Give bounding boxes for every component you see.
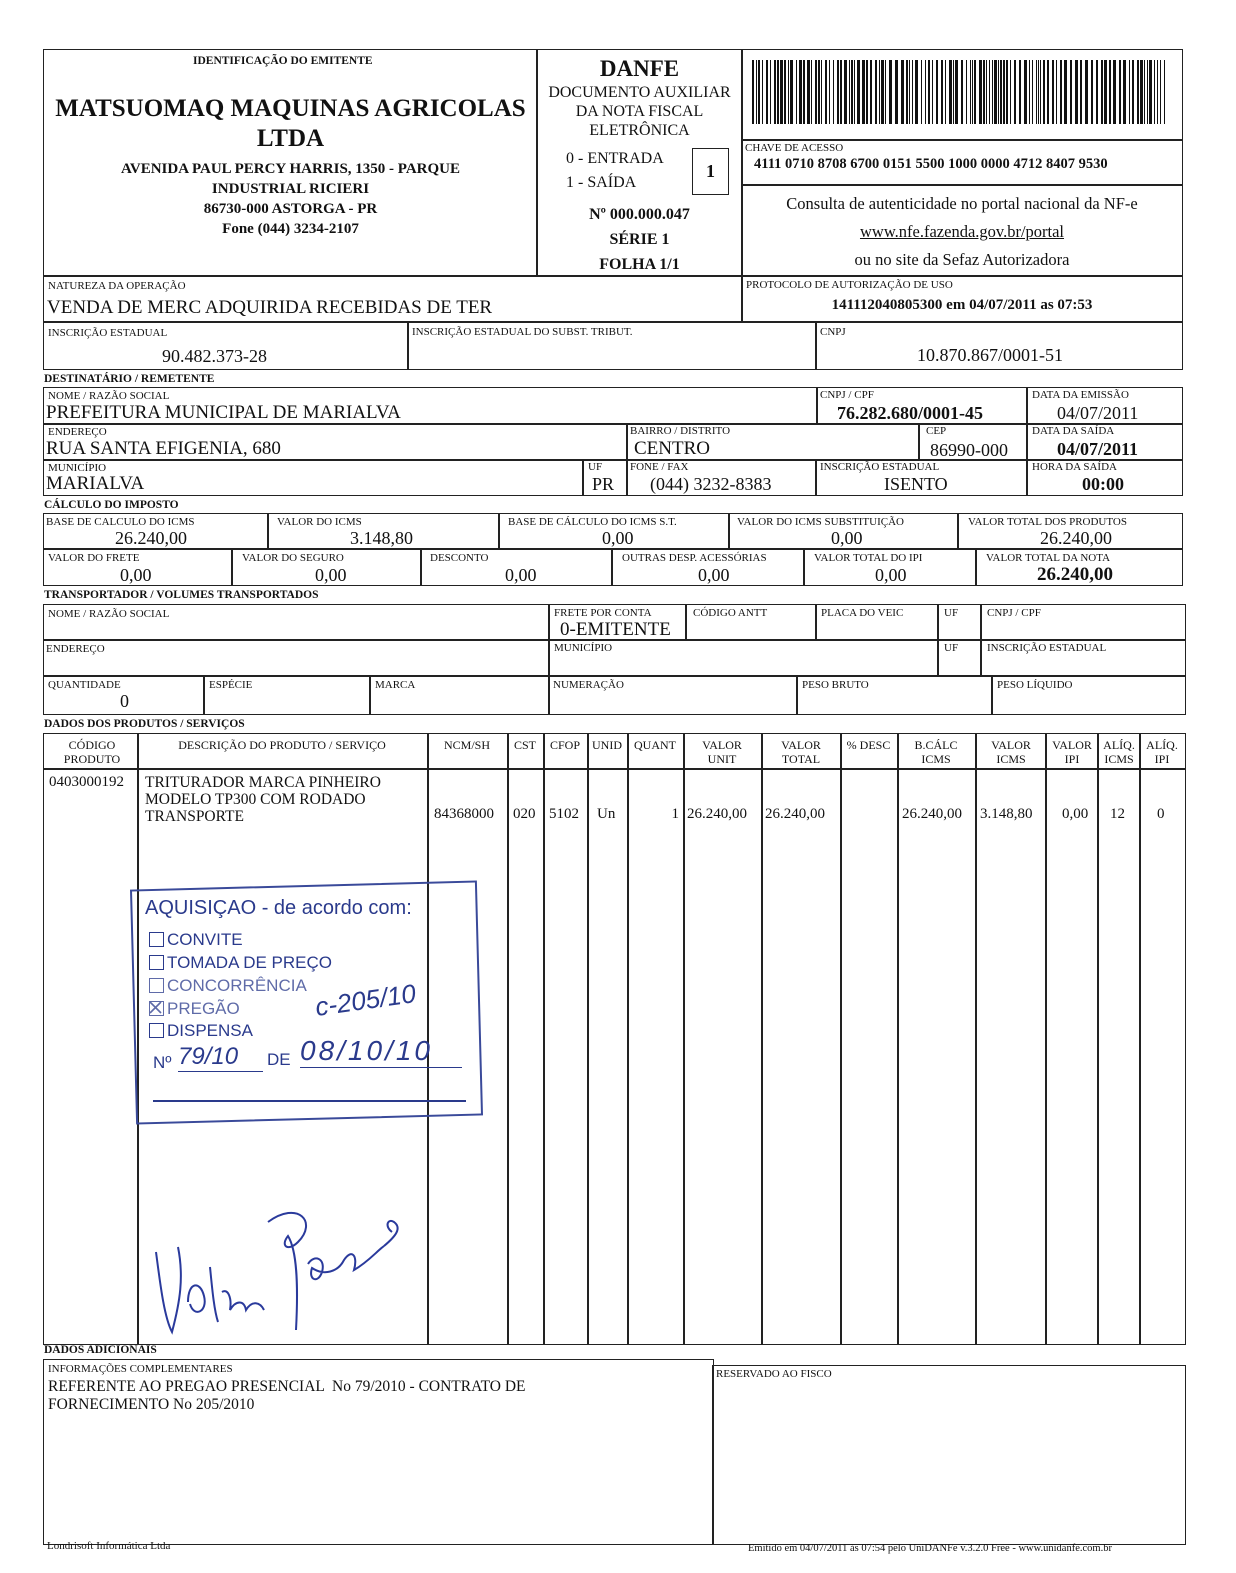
item-desc-line2: MODELO TP300 COM RODADO [145, 791, 366, 808]
checkbox-icon [149, 1023, 164, 1038]
emitente-address-line2: INDUSTRIAL RICIERI [211, 181, 370, 197]
tr-marca-label: MARCA [375, 679, 416, 691]
barcode-bar [983, 60, 985, 124]
barcode-bar [1096, 60, 1098, 124]
barcode-bar [970, 60, 971, 124]
barcode-bar [1085, 60, 1088, 124]
natureza-value: VENDA DE MERC ADQUIRIDA RECEBIDAS DE TER [47, 297, 493, 318]
item-vicms: 3.148,80 [980, 806, 1033, 822]
dest-municipio-value: MARIALVA [46, 473, 145, 494]
header-codigo: CÓDIGO PRODUTO [63, 738, 121, 766]
barcode-bar [932, 60, 933, 124]
imp-desconto-label: DESCONTO [430, 552, 489, 564]
dest-emissao-label: DATA DA EMISSÃO [1032, 389, 1129, 401]
barcode-bar [979, 60, 982, 124]
barcode-bar [879, 60, 880, 124]
barcode-bar [921, 60, 922, 124]
dest-fone-value: (044) 3232-8383 [650, 474, 772, 494]
barcode-bar [1040, 60, 1041, 124]
ie-value: 90.482.373-28 [162, 346, 267, 366]
barcode-bar [895, 60, 898, 124]
barcode-bar [766, 60, 768, 124]
footer-left: Londrisoft Informática Ltda [47, 1540, 171, 1552]
tr-frete-value: 0-EMITENTE [560, 619, 671, 640]
barcode-bar [1019, 60, 1021, 124]
barcode-bar [1056, 60, 1057, 124]
tr-cnpj-label: CNPJ / CPF [987, 607, 1041, 619]
barcode-bar [866, 60, 868, 124]
barcode-bar [758, 60, 760, 124]
barcode-bar [784, 60, 786, 124]
item-cfop: 5102 [549, 806, 579, 822]
barcode-bar [906, 60, 908, 124]
item-desc-line3: TRANSPORTE [145, 808, 244, 825]
imposto-section-label: CÁLCULO DO IMPOSTO [44, 499, 179, 511]
tr-endereco-label: ENDEREÇO [46, 643, 105, 655]
barcode-bar [777, 60, 779, 124]
barcode-bar [1029, 60, 1030, 124]
transportador-section-label: TRANSPORTADOR / VOLUMES TRANSPORTADOS [44, 589, 319, 601]
dest-cep-value: 86990-000 [930, 440, 1008, 460]
header-cst: CST [513, 738, 536, 752]
chave-label: CHAVE DE ACESSO [745, 142, 844, 154]
fisco-label: RESERVADO AO FISCO [716, 1368, 832, 1380]
tr-numeracao-label: NUMERAÇÃO [553, 679, 624, 691]
imp-valor-st-label: VALOR DO ICMS SUBSTITUIÇÃO [737, 516, 904, 528]
dest-saida-value: 04/07/2011 [1057, 439, 1139, 459]
tr-quantidade-label: QUANTIDADE [48, 679, 121, 691]
item-aliq-ipi: 0 [1157, 806, 1165, 822]
danfe-subtitle-line3: ELETRÔNICA [589, 122, 690, 139]
dest-cnpj-value: 76.282.680/0001-45 [837, 403, 983, 423]
dest-endereco-label: ENDEREÇO [48, 426, 107, 438]
tr-antt-label: CÓDIGO ANTT [693, 607, 768, 619]
stamp-date-value: 08/10/10 [300, 1035, 462, 1068]
barcode-bar [966, 60, 967, 124]
stamp-option-label: CONVITE [167, 930, 243, 949]
danfe-folha: FOLHA 1/1 [599, 256, 680, 273]
barcode-bar [1154, 60, 1155, 124]
col-divider [1139, 733, 1141, 1345]
danfe-saida: 1 - SAÍDA [566, 174, 637, 191]
dest-hora-label: HORA DA SAÍDA [1032, 461, 1117, 473]
barcode-bar [780, 60, 783, 124]
barcode-bar [811, 60, 812, 124]
imp-desconto-value: 0,00 [505, 565, 537, 585]
consulta-line3: ou no site da Sefaz Autorizadora [854, 250, 1070, 269]
tr-peso-liquido-label: PESO LÍQUIDO [997, 679, 1073, 691]
footer-right: Emitido em 04/07/2011 às 07:54 pelo UniDANFe v.3.2.0 Free - www.unidanfe.com.br [748, 1543, 1112, 1554]
barcode-bar [1119, 60, 1121, 124]
stamp-option-convite [149, 930, 243, 950]
fisco-box [712, 1365, 1186, 1545]
barcode-bar [1070, 60, 1072, 124]
imp-frete-label: VALOR DO FRETE [48, 552, 140, 564]
barcode-bar [829, 60, 830, 124]
dest-ie-label: INSCRIÇÃO ESTADUAL [820, 461, 940, 473]
barcode-bar [1075, 60, 1078, 124]
barcode-bar [1137, 60, 1139, 124]
stamp-option-label: DISPENSA [167, 1021, 253, 1040]
item-descricao [145, 774, 381, 825]
col-divider [543, 733, 545, 1345]
tr-endereco-box [43, 639, 550, 677]
barcode-bar [849, 60, 850, 124]
header-desc: % DESC [846, 738, 891, 752]
barcode-bar [1038, 60, 1039, 124]
consulta-text [741, 190, 1183, 274]
barcode-bar [889, 60, 892, 124]
imp-base-st-label: BASE DE CÁLCULO DO ICMS S.T. [508, 516, 677, 528]
barcode-bar [1109, 60, 1111, 124]
danfe-subtitle [536, 83, 743, 140]
tr-ie-label: INSCRIÇÃO ESTADUAL [987, 642, 1107, 654]
barcode-bar [949, 60, 952, 124]
barcode-bar [774, 60, 776, 124]
stamp-option-concorrencia [149, 976, 307, 996]
stamp-option-label: TOMADA DE PREÇO [167, 953, 332, 972]
emitente-name-line1: MATSUOMAQ MAQUINAS AGRICOLAS [55, 95, 526, 122]
barcode-bar [1157, 60, 1158, 124]
imp-frete-value: 0,00 [120, 565, 152, 585]
barcode-bar [1006, 60, 1008, 124]
barcode-bar [1123, 60, 1126, 124]
item-desc-line1: TRITURADOR MARCA PINHEIRO [145, 774, 381, 791]
col-divider [587, 733, 589, 1345]
barcode-bar [928, 60, 930, 124]
barcode-bar [833, 60, 834, 124]
barcode-bar [1147, 60, 1148, 124]
barcode-bar [1047, 60, 1049, 124]
barcode-bar [762, 60, 763, 124]
item-cst: 020 [513, 806, 536, 822]
cnpj-label: CNPJ [820, 326, 846, 338]
stamp-option-label: CONCORRÊNCIA [167, 976, 307, 995]
dest-ie-value: ISENTO [884, 474, 948, 494]
col-divider [1097, 733, 1099, 1345]
ie-label: INSCRIÇÃO ESTADUAL [48, 327, 168, 339]
info-text [48, 1378, 526, 1414]
barcode-bar [788, 60, 789, 124]
header-aliq-icms: ALÍQ. ICMS [1103, 738, 1135, 766]
item-quant: 1 [671, 806, 679, 822]
imp-valor-icms-value: 3.148,80 [350, 528, 413, 548]
header-cfop: CFOP [549, 738, 581, 752]
emitente-address [43, 159, 538, 239]
tr-peso-bruto-label: PESO BRUTO [802, 679, 869, 691]
imp-outras-label: OUTRAS DESP. ACESSÓRIAS [622, 552, 767, 564]
barcode-bar [1132, 60, 1134, 124]
barcode-bar [953, 60, 954, 124]
col-divider [975, 733, 977, 1345]
barcode-bar [915, 60, 918, 124]
consulta-line1: Consulta de autenticidade no portal nacional da NF-e [786, 194, 1138, 213]
tr-frete-label: FRETE POR CONTA [554, 607, 652, 619]
header-vicms: VALOR ICMS [991, 738, 1031, 766]
protocolo-value: 141112040805300 em 04/07/2011 as 07:53 [831, 297, 1093, 313]
item-vtotal: 26.240,00 [765, 806, 825, 822]
barcode-bar [1032, 60, 1033, 124]
imp-seguro-label: VALOR DO SEGURO [242, 552, 344, 564]
barcode-bar [1010, 60, 1011, 124]
barcode-bar [756, 60, 757, 124]
stamp-num-value: 79/10 [178, 1043, 263, 1072]
checked-checkbox-icon [149, 1001, 164, 1016]
tr-nome-label: NOME / RAZÃO SOCIAL [48, 608, 170, 620]
dest-nome-value: PREFEITURA MUNICIPAL DE MARIALVA [46, 402, 401, 423]
natureza-label: NATUREZA DA OPERAÇÃO [48, 280, 186, 292]
barcode-bar [790, 60, 793, 124]
stamp-bottom-line [153, 1100, 466, 1102]
dest-uf-value: PR [592, 474, 615, 494]
barcode-bar [875, 60, 877, 124]
imp-outras-value: 0,00 [698, 565, 730, 585]
barcode-bar [992, 60, 993, 124]
header-quant: QUANT [634, 738, 676, 752]
barcode-bar [1091, 60, 1093, 124]
barcode-bar [986, 60, 987, 124]
imp-base-icms-label: BASE DE CALCULO DO ICMS [46, 516, 195, 528]
barcode-bar [994, 60, 997, 124]
barcode-bar [818, 60, 820, 124]
barcode-bar [1043, 60, 1045, 124]
barcode-bar [807, 60, 810, 124]
dest-bairro-value: CENTRO [634, 438, 710, 459]
dest-endereco-value: RUA SANTA EFIGENIA, 680 [46, 438, 281, 459]
tr-especie-label: ESPÉCIE [209, 679, 253, 691]
dest-bairro-label: BAIRRO / DISTRITO [630, 425, 731, 437]
info-line1: REFERENTE AO PREGAO PRESENCIAL No 79/2010 - CONTRATO DE [48, 1378, 526, 1395]
handwritten-signature [148, 1192, 408, 1342]
barcode-bar [844, 60, 847, 124]
protocolo-label: PROTOCOLO DE AUTORIZAÇÃO DE USO [746, 279, 953, 291]
barcode-bar [1052, 60, 1054, 124]
barcode-bar [901, 60, 904, 124]
header-bcalc: B.CÁLC ICMS [914, 738, 958, 766]
tr-uf2-label: UF [944, 642, 959, 654]
danfe-serie: SÉRIE 1 [609, 231, 670, 248]
barcode-bar [803, 60, 805, 124]
barcode-bar [881, 60, 884, 124]
barcode-bar [1064, 60, 1067, 124]
checkbox-icon [149, 955, 164, 970]
barcode-bar [1080, 60, 1082, 124]
danfe-entrada: 0 - ENTRADA [566, 150, 664, 167]
emitente-phone: Fone (044) 3234-2107 [222, 221, 359, 237]
dest-cep-label: CEP [926, 425, 947, 437]
header-aliq-ipi: ALÍQ. IPI [1146, 738, 1178, 766]
imp-base-icms-value: 26.240,00 [115, 528, 187, 548]
item-vunit: 26.240,00 [687, 806, 747, 822]
barcode-bar [752, 60, 754, 124]
header-vtotal: VALOR TOTAL [781, 738, 821, 766]
stamp-handwritten-ref: c-205/10 [313, 978, 418, 1022]
imp-total-nota-value: 26.240,00 [1037, 564, 1113, 585]
col-divider [761, 733, 763, 1345]
imp-ipi-label: VALOR TOTAL DO IPI [814, 552, 923, 564]
chave-value: 4111 0710 8708 6700 0151 5500 1000 0000 4712 8407 9530 [754, 156, 1108, 172]
item-vipi: 0,00 [1062, 806, 1089, 822]
barcode-bar [998, 60, 999, 124]
barcode-bar [1024, 60, 1027, 124]
barcode-bar [1113, 60, 1116, 124]
barcode-bar [815, 60, 817, 124]
tr-placa-label: PLACA DO VEIC [821, 607, 904, 619]
stamp-option-label: PREGÃO [167, 999, 240, 1018]
barcode-bar [989, 60, 990, 124]
emitente-section-label: IDENTIFICAÇÃO DO EMITENTE [193, 55, 373, 67]
barcode-bar [945, 60, 946, 124]
produtos-section-label: DADOS DOS PRODUTOS / SERVIÇOS [44, 718, 245, 730]
barcode-bar [837, 60, 839, 124]
barcode-bar [821, 60, 822, 124]
adicionais-section-label: DADOS ADICIONAIS [44, 1344, 157, 1356]
imp-valor-st-value: 0,00 [831, 528, 863, 548]
col-divider [507, 733, 509, 1345]
item-ncm: 84368000 [434, 806, 494, 822]
col-divider [683, 733, 685, 1345]
checkbox-icon [149, 932, 164, 947]
barcode-bar [1014, 60, 1016, 124]
imp-ipi-value: 0,00 [875, 565, 907, 585]
barcode-bar [1160, 60, 1161, 124]
barcode-bar [796, 60, 797, 124]
stamp-option-dispensa [149, 1021, 253, 1041]
col-divider [897, 733, 899, 1345]
dest-emissao-value: 04/07/2011 [1057, 403, 1139, 423]
col-divider [1045, 733, 1047, 1345]
barcode-bar [1060, 60, 1062, 124]
barcode-bar [974, 60, 976, 124]
barcode-bar [955, 60, 958, 124]
col-divider [840, 733, 842, 1345]
col-divider [627, 733, 629, 1345]
barcode-bar [770, 60, 771, 124]
header-unid: UNID [592, 738, 622, 752]
dest-nome-label: NOME / RAZÃO SOCIAL [48, 390, 170, 402]
emitente-address-line3: 86730-000 ASTORGA - PR [203, 201, 378, 217]
produtos-header-divider [43, 768, 1186, 770]
imp-seguro-value: 0,00 [315, 565, 347, 585]
cnpj-value: 10.870.867/0001-51 [917, 345, 1063, 365]
barcode-bar [1036, 60, 1037, 124]
barcode-bar [972, 60, 973, 124]
info-line2: FORNECIMENTO No 205/2010 [48, 1396, 255, 1413]
tr-municipio-label: MUNICÍPIO [554, 642, 613, 654]
tr-uf-label: UF [944, 607, 959, 619]
barcode-bar [862, 60, 865, 124]
imp-total-prod-value: 26.240,00 [1040, 528, 1112, 548]
tr-quantidade-value: 0 [120, 691, 129, 711]
barcode-bar [1101, 60, 1103, 124]
barcode-bar [925, 60, 926, 124]
item-bcalc: 26.240,00 [902, 806, 962, 822]
dest-hora-value: 00:00 [1082, 474, 1124, 494]
barcode-bar [799, 60, 802, 124]
barcode-bar [1129, 60, 1130, 124]
danfe-numero: Nº 000.000.047 [589, 206, 690, 223]
danfe-title: DANFE [599, 56, 680, 81]
dest-saida-label: DATA DA SAÍDA [1032, 425, 1115, 437]
barcode-bar [825, 60, 827, 124]
barcode [752, 60, 1170, 124]
imp-total-prod-label: VALOR TOTAL DOS PRODUTOS [968, 516, 1127, 528]
barcode-bar [1000, 60, 1002, 124]
barcode-bar [840, 60, 842, 124]
barcode-bar [885, 60, 886, 124]
barcode-bar [851, 60, 853, 124]
stamp-num-prefix: Nº [153, 1053, 172, 1072]
danfe-subtitle-line1: DOCUMENTO AUXILIAR [548, 84, 731, 101]
barcode-bar [857, 60, 860, 124]
stamp-option-tomada [149, 953, 332, 973]
barcode-bar [912, 60, 913, 124]
barcode-bar [1003, 60, 1005, 124]
dest-municipio-label: MUNICÍPIO [48, 462, 107, 474]
stamp-option-pregao [149, 999, 240, 1019]
destinatario-section-label: DESTINATÁRIO / REMETENTE [44, 373, 215, 385]
item-codigo: 0403000192 [49, 774, 124, 790]
barcode-bar [961, 60, 963, 124]
barcode-bar [870, 60, 872, 124]
emitente-name-line2: LTDA [256, 125, 325, 152]
item-aliq-icms: 12 [1110, 806, 1125, 822]
header-ncm: NCM/SH [443, 738, 490, 752]
imp-valor-icms-label: VALOR DO ICMS [277, 516, 362, 528]
stamp-title: AQUISIÇAO - de acordo com: [145, 897, 412, 919]
header-descricao: DESCRIÇÃO DO PRODUTO / SERVIÇO [178, 738, 386, 752]
barcode-bar [854, 60, 855, 124]
barcode-bar [941, 60, 943, 124]
barcode-bar [1149, 60, 1152, 124]
imp-base-st-value: 0,00 [602, 528, 634, 548]
checkbox-icon [149, 978, 164, 993]
info-label: INFORMAÇÕES COMPLEMENTARES [48, 1363, 233, 1375]
danfe-tipo-box: 1 [692, 148, 729, 195]
barcode-bar [1144, 60, 1145, 124]
barcode-bar [1164, 60, 1165, 124]
dest-uf-label: UF [588, 461, 603, 473]
dest-fone-label: FONE / FAX [630, 461, 689, 473]
dest-cnpj-label: CNPJ / CPF [820, 389, 874, 401]
barcode-bar [1140, 60, 1143, 124]
emitente-name [43, 94, 538, 154]
ie-st-label: INSCRIÇÃO ESTADUAL DO SUBST. TRIBUT. [412, 326, 633, 338]
barcode-bar [936, 60, 938, 124]
header-vunit: VALOR UNIT [702, 738, 742, 766]
emitente-address-line1: AVENIDA PAUL PERCY HARRIS, 1350 - PARQUE [120, 161, 461, 177]
imp-total-nota-label: VALOR TOTAL DA NOTA [986, 552, 1111, 564]
stamp-de-label: DE [267, 1050, 291, 1069]
barcode-bar [1104, 60, 1107, 124]
item-unid: Un [597, 806, 616, 822]
danfe-subtitle-line2: DA NOTA FISCAL [575, 103, 704, 120]
consulta-url-link[interactable]: www.nfe.fazenda.gov.br/portal [859, 222, 1065, 241]
header-vipi: VALOR IPI [1052, 738, 1092, 766]
barcode-bar [909, 60, 910, 124]
